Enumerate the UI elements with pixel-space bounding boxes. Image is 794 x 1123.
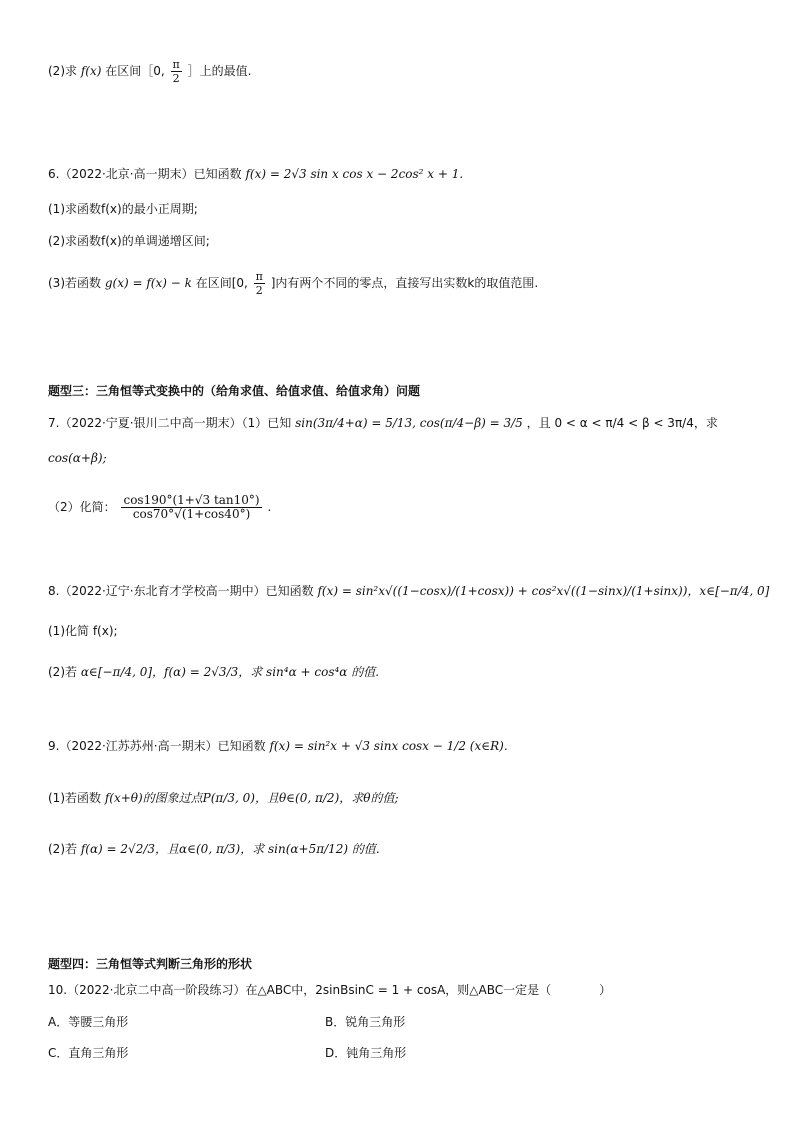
text-mid: 在区间［0, xyxy=(105,64,165,78)
question-7-target: cos(α+β); xyxy=(48,451,107,465)
numerator: cos190°(1+√3 tan10°) xyxy=(123,493,260,507)
question-7-stem xyxy=(48,415,718,431)
question-7-part-2: （2）化简： $\frac{\cos 190^\circ(1+√3 \tan 10^\circ)}{\cos 70^\circ√(1+\cos 40^\circ)}$ . xyxy=(48,493,272,521)
denominator: cos70°√(1+cos40°) xyxy=(132,507,251,521)
question-8-stem xyxy=(48,583,769,599)
question-9-part-1 xyxy=(48,790,399,806)
denominator: 2 xyxy=(255,284,263,297)
question-8-part-1: (1)化简 f(x); xyxy=(48,624,118,638)
q9-p2-prefix: (2)若 xyxy=(48,842,77,856)
fraction-pi-over-2 xyxy=(254,270,265,297)
q9-p2-body: f(α) = 2√2/3，且α∈(0, π/3)，求 sin(α+5π/12) 的值. xyxy=(80,842,380,856)
fraction-pi-over-2 xyxy=(171,58,182,85)
numerator: π xyxy=(172,58,180,71)
question-part-2-header xyxy=(48,58,251,85)
q6-p3-prefix: (3)若函数 xyxy=(48,276,101,290)
q6-g-function: g(x) = f(x) − k xyxy=(104,276,192,290)
q7-given-equations: sin(3π/4+α) = 5/13, cos(π/4−β) = 3/5 xyxy=(295,416,523,430)
question-9-part-2 xyxy=(48,841,380,857)
q6-p3-suffix: ]内有两个不同的零点，直接写出实数k的取值范围. xyxy=(270,276,539,290)
q8-p2-prefix: (2)若 xyxy=(48,665,77,679)
numerator: π xyxy=(255,270,263,283)
option-c[interactable]: C．直角三角形 xyxy=(48,1046,129,1060)
q6-stem-text: 6.（2022·北京·高一期末）已知函数 xyxy=(48,167,242,181)
math-fx: f(x) xyxy=(80,64,102,78)
q7-simplify-fraction xyxy=(121,494,261,521)
q6-p3-interval-start: 在区间[0, xyxy=(195,276,248,290)
text-suffix: ］上的最值. xyxy=(187,64,252,78)
q6-function: f(x) = 2√3 sin x cos x − 2cos² x + 1. xyxy=(245,167,464,181)
option-a[interactable]: A．等腰三角形 xyxy=(48,1015,129,1029)
q7-p2-label: （2）化简： xyxy=(48,500,116,514)
q8-function: f(x) = sin²x√((1−cosx)/(1+cosx)) + cos²x√((1−sinx)/(1+sinx))，x∈[−π/4, 0] xyxy=(317,584,770,598)
question-6-part-2: (2)求函数f(x)的单调递增区间; xyxy=(48,234,210,248)
section-4-title: 题型四：三角恒等式判断三角形的形状 xyxy=(48,957,253,971)
q8-stem-text: 8.（2022·辽宁·东北育才学校高一期中）已知函数 xyxy=(48,584,314,598)
question-6-part-3 xyxy=(48,270,538,297)
q9-p1-body: f(x+θ)的图象过点P(π/3, 0)，且θ∈(0, π/2)，求θ的值; xyxy=(104,791,399,805)
q8-p2-condition: α∈[−π/4, 0]，f(α) = 2√3/3，求 sin⁴α + cos⁴α 的值. xyxy=(80,665,380,679)
q7-stem-text: 7.（2022·宁夏·银川二中高一期末）（1）已知 xyxy=(48,416,292,430)
question-8-part-2 xyxy=(48,664,379,680)
q9-function: f(x) = sin²x + √3 sinx cosx − 1/2 (x∈R). xyxy=(269,739,508,753)
q9-p1-prefix: (1)若函数 xyxy=(48,791,101,805)
option-b[interactable]: B．锐角三角形 xyxy=(325,1015,406,1029)
section-3-title: 题型三：三角恒等式变换中的（给角求值、给值求值、给值求角）问题 xyxy=(48,384,421,398)
option-d[interactable]: D．钝角三角形 xyxy=(325,1046,407,1060)
question-10-stem: 10.（2022·北京二中高一阶段练习）在△ABC中，2sinBsinC = 1 + cosA，则△ABC一定是（ ） xyxy=(48,983,612,997)
question-6-part-1: (1)求函数f(x)的最小正周期; xyxy=(48,202,198,216)
question-6-stem xyxy=(48,166,463,182)
q7-condition: ，且 0 < α < π/4 < β < 3π/4，求 xyxy=(526,416,718,430)
question-9-stem xyxy=(48,738,508,754)
denominator: 2 xyxy=(172,72,180,85)
q9-stem-text: 9.（2022·江苏苏州·高一期末）已知函数 xyxy=(48,739,266,753)
text-prefix: (2)求 xyxy=(48,64,77,78)
